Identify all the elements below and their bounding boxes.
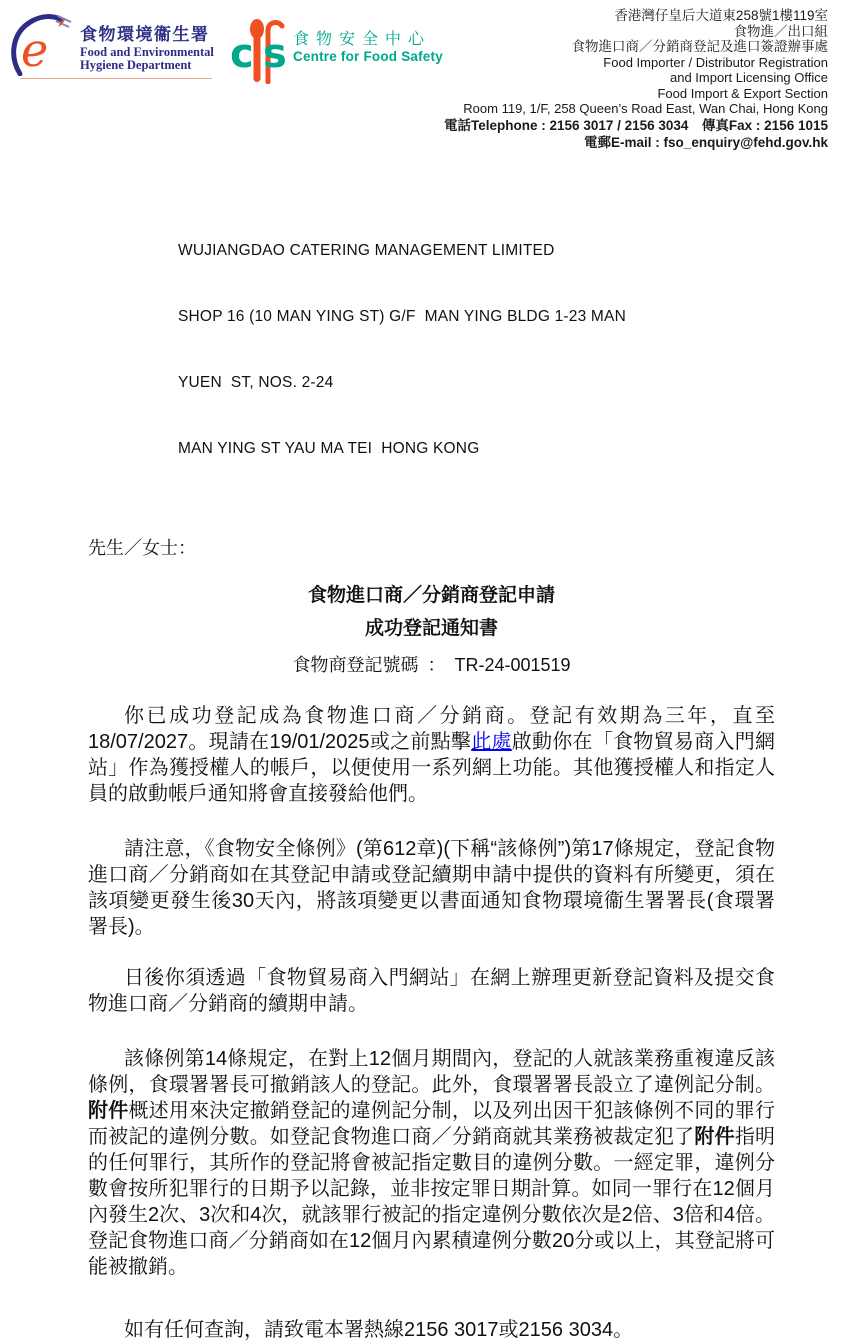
paragraph-text: 指明的任何罪行，其所作的登記將會被記指定數目的違例分數。一經定罪，違例分數會按所犯罪行的日期予以記錄，並非按定罪日期計算。如同一罪行在12個月內發生2次、3次和4次，就該罪行被記的指定違例分數依次是2倍、3倍和4倍。登記食物進口商／分銷商如在12個月內累積違例分數20分或以上，其登記將可能被撤銷。 bbox=[88, 1126, 776, 1278]
recipient-line: SHOP 16 (10 MAN YING ST) G/F MAN YING BLDG 1-23 MAN bbox=[178, 308, 626, 325]
office-address-line: 食物進口商／分銷商登記及進口簽證辦事處 bbox=[571, 39, 828, 54]
letterhead bbox=[0, 0, 860, 168]
registration-number-separator: ： bbox=[427, 655, 446, 675]
cfs-utensils-icon bbox=[232, 18, 286, 89]
paragraph-ordinance-section17: 請注意，《食物安全條例》(第612章)(下稱“該條例”)第17條規定，登記食物進口商／分銷商如在其登記申請或登記續期申請中提供的資料有所變更，須在該項變更發生後30天內，將該項變更以書面通知食物環境衞生署署長(食環署署長)。 bbox=[88, 838, 775, 938]
paragraph-portal-renewal: 日後你須透過「食物貿易商入門網站」在網上辦理更新登記資料及提交食物進口商／分銷商的續期申請。 bbox=[88, 967, 775, 1015]
recipient-line: YUEN ST, NOS. 2-24 bbox=[178, 374, 334, 391]
cfs-logo bbox=[232, 18, 443, 89]
fehd-leaf-icon bbox=[8, 12, 76, 81]
paragraph-text: 概述用來決定撤銷登記的違例記分制，以及列出因干犯該條例不同的罪行而被記的違例分數。如登記食物進口商／分銷商就其業務被裁定犯了 bbox=[88, 1100, 776, 1148]
annex-reference: 附件 bbox=[694, 1126, 735, 1148]
paragraph-registration-success bbox=[88, 703, 775, 807]
registration-number-value: TR-24-001519 bbox=[454, 655, 571, 675]
office-address-line: 香港灣仔皇后大道東258號1樓119室 bbox=[614, 8, 828, 23]
fehd-logo bbox=[8, 12, 226, 81]
cfs-name-chinese: 食物安全中心 bbox=[293, 31, 432, 48]
letter-paragraphs bbox=[88, 703, 775, 1343]
registration-number-label: 食物商登記號碼 bbox=[292, 655, 419, 675]
fehd-name-english-line1: Food and Environmental bbox=[80, 45, 214, 59]
recipient-line: MAN YING ST YAU MA TEI HONG KONG bbox=[178, 440, 480, 457]
paragraph-text: 你已成功登記成為食物進口商／分銷商。登記有效期為三年，直至18/07/2027。現請在19/01/2025或之前點擊 bbox=[88, 705, 775, 753]
svg-text:c: c bbox=[232, 31, 254, 77]
registration-number-line bbox=[88, 655, 775, 676]
office-address-line: 食物進／出口組 bbox=[733, 23, 828, 39]
paragraph-text: 該條例第14條規定，在對上12個月期間內，登記的人就該業務重複違反該條例，食環署署長可撤銷該人的登記。此外，食環署署長設立了違例記分制。 bbox=[88, 1048, 775, 1096]
document-title-line1: 食物進口商／分銷商登記申請 bbox=[307, 585, 555, 606]
office-address-line: and Import Licensing Office bbox=[669, 70, 828, 85]
annex-reference: 附件 bbox=[88, 1100, 129, 1122]
svg-text:s: s bbox=[263, 31, 286, 77]
document-title-line2: 成功登記通知書 bbox=[364, 618, 498, 639]
office-address-line: Room 119, 1/F, 258 Queen’s Road East, Wan Chai, Hong Kong bbox=[463, 101, 828, 116]
cfs-name-english: Centre for Food Safety bbox=[293, 49, 443, 64]
paragraph-demerit-points bbox=[88, 1046, 775, 1280]
office-address-line: Food Importer / Distributor Registration bbox=[603, 54, 828, 70]
recipient-address-block bbox=[178, 196, 775, 504]
fehd-name-chinese: 食物環境衞生署 bbox=[80, 25, 210, 44]
activate-account-link[interactable]: 此處 bbox=[471, 731, 512, 753]
office-address-line: Food Import & Export Section bbox=[657, 85, 828, 101]
paragraph-text: 啟動你在「食物貿易商入門網站」作為獲授權人的帳戶，以便使用一系列網上功能。其他獲授權人和指定人員的啟動帳戶通知將會直接發給他們。 bbox=[88, 731, 775, 805]
fehd-name-english-line2: Hygiene Department bbox=[80, 58, 192, 72]
recipient-line: WUJIANGDAO CATERING MANAGEMENT LIMITED bbox=[178, 242, 555, 259]
document-title bbox=[88, 579, 775, 645]
office-address-block bbox=[444, 8, 828, 152]
svg-text:’: ’ bbox=[57, 14, 66, 47]
svg-text:e: e bbox=[21, 23, 49, 76]
fehd-logo-underline bbox=[20, 78, 212, 79]
letter-body bbox=[88, 196, 775, 1343]
paragraph-enquiry-hotline: 如有任何查詢，請致電本署熱線2156 3017或2156 3034。 bbox=[124, 1319, 634, 1341]
office-email: 電郵E-mail : fso_enquiry@fehd.gov.hk bbox=[584, 135, 828, 150]
salutation: 先生／女士： bbox=[88, 538, 196, 558]
office-phone-fax: 電話Telephone : 2156 3017 / 2156 3034 傳真Fax : 2156 1015 bbox=[444, 117, 828, 133]
